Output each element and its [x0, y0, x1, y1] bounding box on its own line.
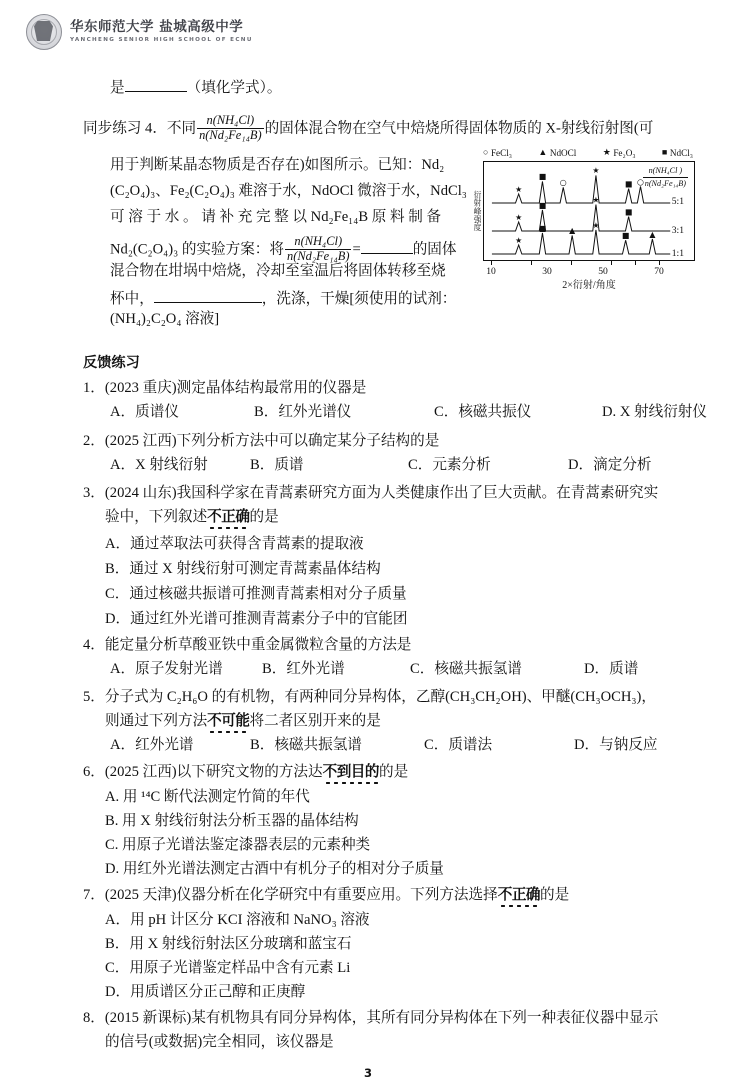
question-5-text-b-pre: 则通过下列方法 — [105, 713, 208, 729]
practice-question-line7 — [110, 288, 456, 307]
trace-label-1to1: 1:1 — [671, 248, 684, 259]
practice-question-line7-tail: ，洗涤，干燥[须使用的试剂： — [261, 291, 457, 307]
peak-marker-star-filled: ★ — [592, 195, 600, 205]
top-fragment-suffix: （填化学式）。 — [186, 80, 282, 96]
peak-marker-star-filled: ★ — [515, 184, 523, 194]
top-fragment-prefix: 是 — [110, 80, 125, 96]
question-7-emphasis: 不正确 — [497, 886, 541, 903]
question-7-number: 7． — [83, 887, 105, 903]
question-5-option-b[interactable]: B．核磁共振氢谱 — [250, 737, 362, 753]
question-1-option-b[interactable]: B．红外光谱仪 — [254, 404, 352, 420]
peak-marker-square-filled: ■ — [624, 179, 633, 189]
question-6-option-d[interactable]: D. 用红外光谱法测定古酒中有机分子的相对分子质量 — [105, 861, 444, 877]
xlabel-10: 10 — [486, 266, 496, 277]
school-name-cn: 华东师范大学 盐城高级中学 — [70, 19, 244, 36]
question-2-option-b[interactable]: B．质谱 — [250, 457, 304, 473]
question-4-option-d[interactable]: D．质谱 — [584, 661, 639, 677]
triangle-filled-icon: ▲ — [538, 147, 548, 157]
question-5-text-a: 分子式为 C₂H₆O 的有机物，有两种同分异构体，乙醇(CH₃CH₂OH)、甲醚(CH₃OCH₃)， — [104, 689, 656, 705]
question-6-emphasis: 不到目的 — [322, 763, 379, 780]
question-2-text: (2025 江西)下列分析方法中可以确定某分子结构的是 — [104, 433, 440, 449]
question-5-option-c[interactable]: C．质谱法 — [424, 737, 493, 753]
peak-marker-star-filled: ★ — [592, 166, 600, 176]
peak-marker-star-filled: ★ — [515, 212, 523, 222]
circle-open-icon: ○ — [483, 147, 489, 157]
peak-marker-circle-open: ○ — [559, 178, 567, 188]
fraction-numerator: n(NH₄Cl) — [206, 113, 255, 127]
question-1-option-c[interactable]: C．核磁共振仪 — [434, 404, 532, 420]
legend-label-ndocl: NdOCl — [549, 147, 577, 158]
question-6-text-post: 的是 — [378, 764, 409, 780]
question-1-stem — [83, 381, 366, 396]
equals-sign: = — [352, 241, 361, 258]
chart-traces-svg — [484, 162, 694, 260]
question-8-stem-line2: 的信号(或数据)完全相同，该仪器是 — [105, 1034, 334, 1050]
question-4-option-c[interactable]: C．核磁共振氢谱 — [410, 661, 522, 677]
question-3-option-a[interactable]: A．通过萃取法可获得含青蒿素的提取液 — [105, 536, 364, 552]
question-3-text-b-pre: 验中，下列叙述 — [105, 509, 208, 525]
mole-ratio-fraction — [197, 114, 263, 143]
question-1-text: (2023 重庆)测定晶体结构最常用的仪器是 — [104, 380, 367, 396]
answer-blank-ratio[interactable] — [361, 240, 413, 254]
legend-item-fe2o3 — [603, 148, 636, 158]
question-6-number: 6． — [83, 764, 105, 780]
page-number: 3 — [363, 1066, 372, 1080]
chart-x-axis-title: 2×衍射/角度 — [562, 280, 616, 291]
question-2-option-c[interactable]: C．元素分析 — [408, 457, 491, 473]
peak-marker-square-filled: ■ — [538, 200, 547, 210]
chart-y-axis-label: 衍射峰强度 — [473, 190, 482, 232]
practice-question-label: 同步练习 4．不同 — [83, 120, 197, 137]
section-title-feedback-practice: 反馈练习 — [83, 355, 140, 371]
peak-marker-square-filled: ■ — [624, 207, 633, 217]
practice-question-line4: 可 溶 于 水 。 请 补 充 完 整 以 Nd₂Fe₁₄B 原 料 制 备 — [110, 209, 442, 225]
xlabel-30: 30 — [542, 266, 552, 277]
practice-question-line1-tail: 的固体混合物在空气中焙烧所得固体物质的 X-射线衍射图(可 — [264, 120, 654, 137]
question-4-stem — [83, 638, 411, 653]
question-5-option-d[interactable]: D．与钠反应 — [574, 737, 658, 753]
question-1-options — [110, 405, 707, 420]
top-fragment-line — [110, 76, 281, 96]
xrd-chart — [473, 146, 695, 306]
school-name-en: YANCHENG SENIOR HIGH SCHOOL OF ECNU — [70, 37, 253, 44]
question-6-stem — [83, 765, 408, 780]
question-3-text-b-post: 的是 — [249, 509, 279, 525]
trace-label-3to1: 3:1 — [671, 225, 684, 236]
question-1-option-a[interactable]: A．质谱仪 — [110, 404, 179, 420]
legend-label-fecl3: FeCl₃ — [490, 147, 513, 158]
question-2-option-a[interactable]: A．X 射线衍射 — [110, 457, 208, 473]
practice-question-line5 — [110, 236, 457, 265]
xtick-20 — [531, 261, 532, 265]
question-8-stem-line1 — [83, 1011, 658, 1026]
question-8-number: 8． — [83, 1010, 105, 1026]
peak-marker-square-filled: ■ — [538, 223, 547, 233]
fraction-denominator-2: n(Nd₂Fe₁₄B) — [287, 248, 350, 263]
question-7-text-pre: (2025 天津)仪器分析在化学研究中有重要应用。下列方法选择 — [104, 887, 498, 903]
question-5-options — [110, 738, 658, 753]
practice-question-line1 — [83, 115, 653, 144]
peak-marker-square-filled: ■ — [621, 230, 630, 241]
question-6-option-a[interactable]: A. 用 ¹⁴C 断代法测定竹简的年代 — [105, 789, 310, 805]
question-3-stem-line2 — [105, 510, 279, 525]
xtick-70 — [659, 261, 660, 265]
ratio-numerator: n(NH₄Cl ) — [648, 166, 683, 175]
question-3-option-d[interactable]: D．通过红外光谱可推测青蒿素分子中的官能团 — [105, 611, 408, 627]
fraction-denominator: n(Nd₂Fe₁₄B) — [199, 127, 262, 142]
xtick-60 — [635, 261, 636, 265]
xtick-10 — [491, 261, 492, 265]
xtick-30 — [571, 261, 572, 265]
question-2-options — [110, 458, 652, 473]
question-7-option-d[interactable]: D．用质谱区分正己醇和正庚醇 — [105, 984, 306, 1000]
practice-question-line5-tail: 的固体 — [412, 241, 457, 258]
practice-question-line5-pre: Nd₂(C₂O₄)₃ 的实验方案：将 — [110, 241, 284, 258]
question-7-option-c[interactable]: C．用原子光谱鉴定样品中含有元素 Li — [105, 960, 351, 976]
answer-blank[interactable] — [125, 76, 187, 92]
question-5-option-a[interactable]: A．红外光谱 — [110, 737, 194, 753]
chart-x-axis — [483, 260, 695, 291]
question-4-option-a[interactable]: A．原子发射光谱 — [110, 661, 223, 677]
question-3-number: 3． — [83, 485, 105, 501]
question-3-option-b[interactable]: B．通过 X 射线衍射可测定青蒿素晶体结构 — [105, 561, 381, 577]
peak-marker-triangle-filled: ▲ — [569, 226, 576, 236]
mole-ratio-fraction-2 — [285, 235, 351, 264]
question-3-option-c[interactable]: C．通过核磁共振谱可推测青蒿素相对分子质量 — [105, 586, 407, 602]
question-4-option-b[interactable]: B．红外光谱 — [262, 661, 345, 677]
legend-label-ndcl3: NdCl₃ — [669, 147, 693, 158]
peak-marker-star-filled: ★ — [515, 235, 523, 245]
practice-question-line3: (C₂O₄)₃、Fe₂(C₂O₄)₃ 难溶于水，NdOCl 微溶于水，NdCl₃ — [110, 183, 467, 199]
star-filled-icon: ★ — [602, 147, 611, 157]
xtick-50 — [611, 261, 612, 265]
question-2-number: 2． — [83, 433, 105, 449]
peak-marker-square-filled: ■ — [538, 172, 547, 182]
question-2-option-d[interactable]: D．滴定分析 — [568, 457, 652, 473]
ratio-denominator: n(Nd₂Fe₁₄B) — [644, 178, 686, 188]
chart-plot-area — [473, 161, 695, 260]
question-4-text: 能定量分析草酸亚铁中重金属微粒含量的方法是 — [104, 637, 412, 653]
legend-item-ndcl3 — [662, 148, 693, 158]
legend-item-fecl3 — [483, 148, 512, 158]
trace-label-5to1: 5:1 — [671, 196, 684, 207]
question-4-options — [110, 662, 638, 677]
practice-question-line6: 混合物在坩埚中焙烧，冷却至室温后将固体转移至烧 — [110, 263, 446, 279]
square-filled-icon: ■ — [661, 147, 668, 157]
question-7-text-post: 的是 — [540, 887, 570, 903]
xlabel-70: 70 — [654, 266, 664, 277]
answer-blank-operation[interactable] — [154, 288, 262, 303]
fraction-numerator-2: n(NH₄Cl) — [294, 234, 343, 248]
question-1-number: 1． — [83, 380, 105, 396]
xlabel-50: 50 — [598, 266, 608, 277]
question-3-emphasis: 不正确 — [207, 508, 250, 525]
question-7-option-a[interactable]: A．用 pH 计区分 KCI 溶液和 NaNO₃ 溶液 — [105, 912, 370, 928]
question-1-option-d[interactable]: D. X 射线衍射仪 — [602, 404, 707, 420]
peak-marker-circle-open: ○ — [637, 177, 644, 187]
question-3-stem-line1 — [83, 486, 658, 501]
question-2-stem — [83, 434, 439, 449]
question-3-text-a: (2024 山东)我国科学家在青蒿素研究方面为人类健康作出了巨大贡献。在青蒿素研究实 — [104, 485, 659, 501]
legend-item-ndocl — [538, 148, 576, 158]
question-7-stem — [83, 888, 569, 903]
question-6-option-b[interactable]: B. 用 X 射线衍射法分析玉器的晶体结构 — [105, 813, 359, 829]
chart-legend — [483, 146, 695, 159]
practice-question-line8: (NH₄)₂C₂O₄ 溶液] — [110, 311, 220, 327]
question-5-text-b-post: 将二者区别开来的是 — [249, 713, 381, 729]
question-6-option-c[interactable]: C. 用原子光谱法鉴定漆器表层的元素种类 — [105, 837, 371, 853]
practice-question-line2: 用于判断某晶态物质是否存在)如图所示。已知：Nd₂ — [110, 157, 445, 173]
practice-question-line7-pre: 杯中， — [110, 291, 154, 307]
peak-marker-star-filled: ★ — [592, 220, 600, 230]
question-6-text-pre: (2025 江西)以下研究文物的方法达 — [104, 764, 323, 780]
question-4-number: 4． — [83, 637, 105, 653]
question-7-option-b[interactable]: B．用 X 射线衍射法区分玻璃和蓝宝石 — [105, 936, 352, 952]
legend-label-fe2o3: Fe₂O₃ — [613, 147, 636, 158]
peak-marker-triangle-filled: ▲ — [649, 229, 656, 239]
question-5-stem-line1 — [83, 690, 656, 705]
question-8-text-a: (2015 新课标)某有机物具有同分异构体，其所有同分异构体在下列一种表征仪器中显示 — [104, 1010, 659, 1026]
question-5-stem-line2 — [105, 714, 381, 729]
question-5-number: 5． — [83, 689, 105, 705]
question-5-emphasis: 不可能 — [207, 712, 250, 729]
